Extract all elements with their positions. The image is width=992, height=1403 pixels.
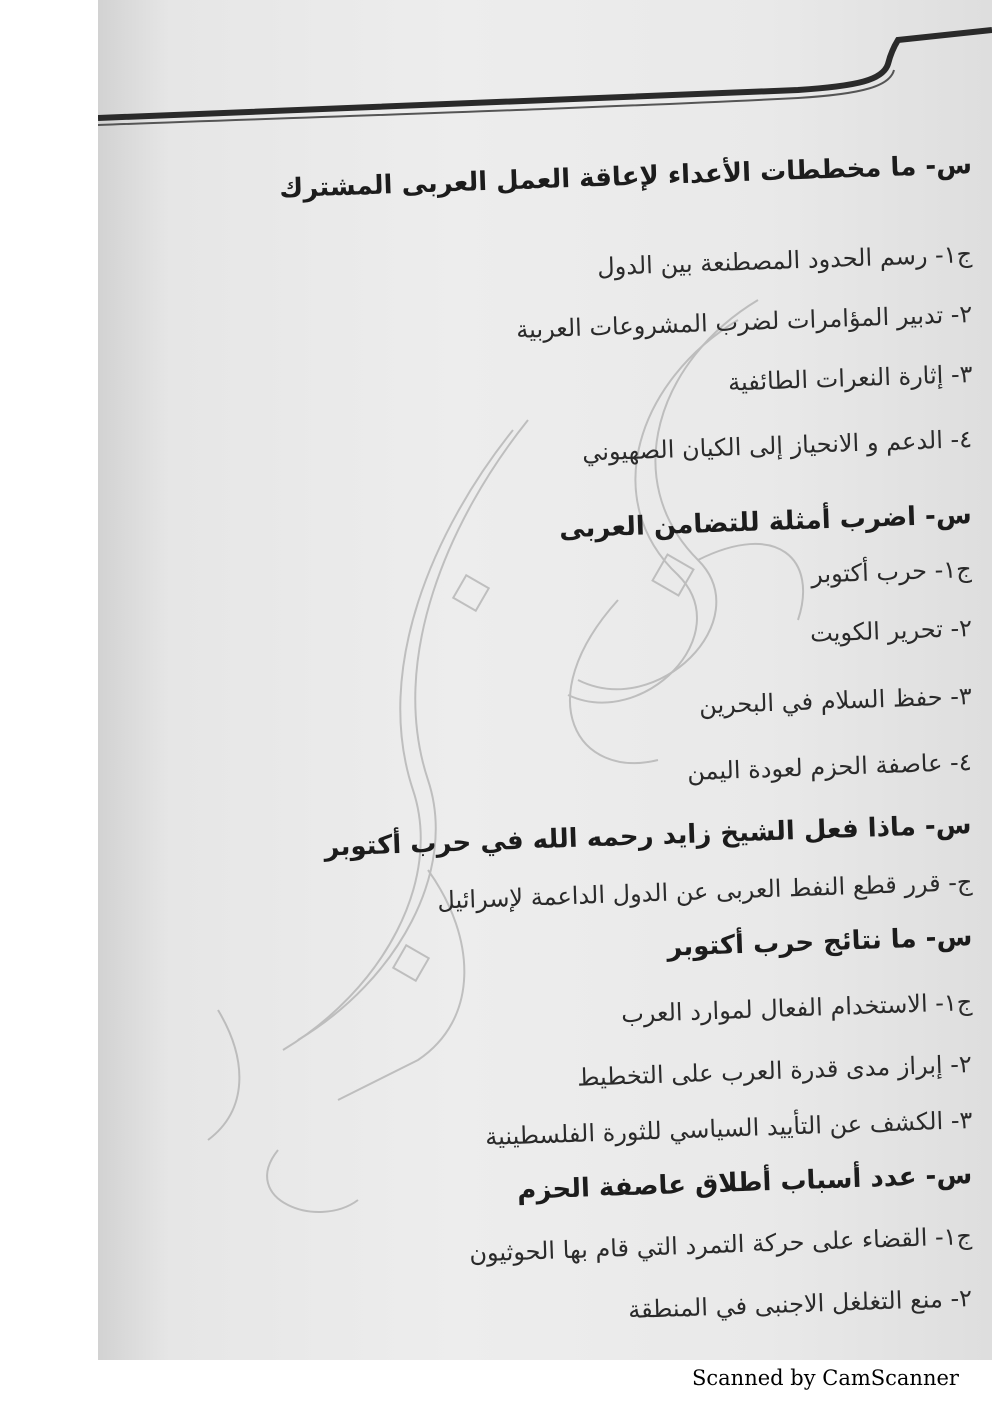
answer-line: ٣- الكشف عن التأييد السياسي للثورة الفلسطينية [484,1106,973,1151]
question-line: س- اضرب أمثلة للتضامن العربى [559,500,973,545]
answer-line: ٢- تدبير المؤامرات لضرب المشروعات العربية [515,300,973,344]
question-line: س- ماذا فعل الشيخ زايد رحمه الله في حرب أكتوبر [324,810,973,863]
scanned-page [98,0,992,1360]
answer-line: ٢- منع التغلغل الاجنبى في المنطقة [627,1284,973,1324]
camscanner-footer: Scanned by CamScanner [692,1366,959,1390]
question-line: س- ما مخططات الأعداء لإعاقة العمل العربى المشترك [278,150,973,205]
answer-line: ج- قرر قطع النفط العربى عن الدول الداعمة لإسرائيل [436,868,973,915]
answer-line: ٤- عاصفة الحزم لعودة اليمن [687,748,973,786]
answer-line: ج١- القضاء على حركة التمرد التي قام بها الحوثيون [468,1222,973,1268]
question-line: س- عدد أسباب أطلاق عاصفة الحزم [516,1160,973,1206]
document-lines [98,0,992,1360]
answer-line: ٢- إبراز مدى قدرة العرب على التخطيط [577,1050,973,1092]
answer-line: ج١- الاستخدام الفعال لموارد العرب [620,988,973,1029]
answer-line: ٤- الدعم و الانحياز إلى الكيان الصهيوني [581,425,973,467]
answer-line: ج١- رسم الحدود المصطنعة بين الدول [596,240,973,282]
answer-line: ج١- حرب أكتوبر [810,555,973,589]
answer-line: ٣- إثارة النعرات الطائفية [727,360,973,397]
question-line: س- ما نتائج حرب أكتوبر [666,922,973,963]
answer-line: ٢- تحرير الكويت [809,614,973,648]
answer-line: ٣- حفظ السلام في البحرين [698,682,973,720]
